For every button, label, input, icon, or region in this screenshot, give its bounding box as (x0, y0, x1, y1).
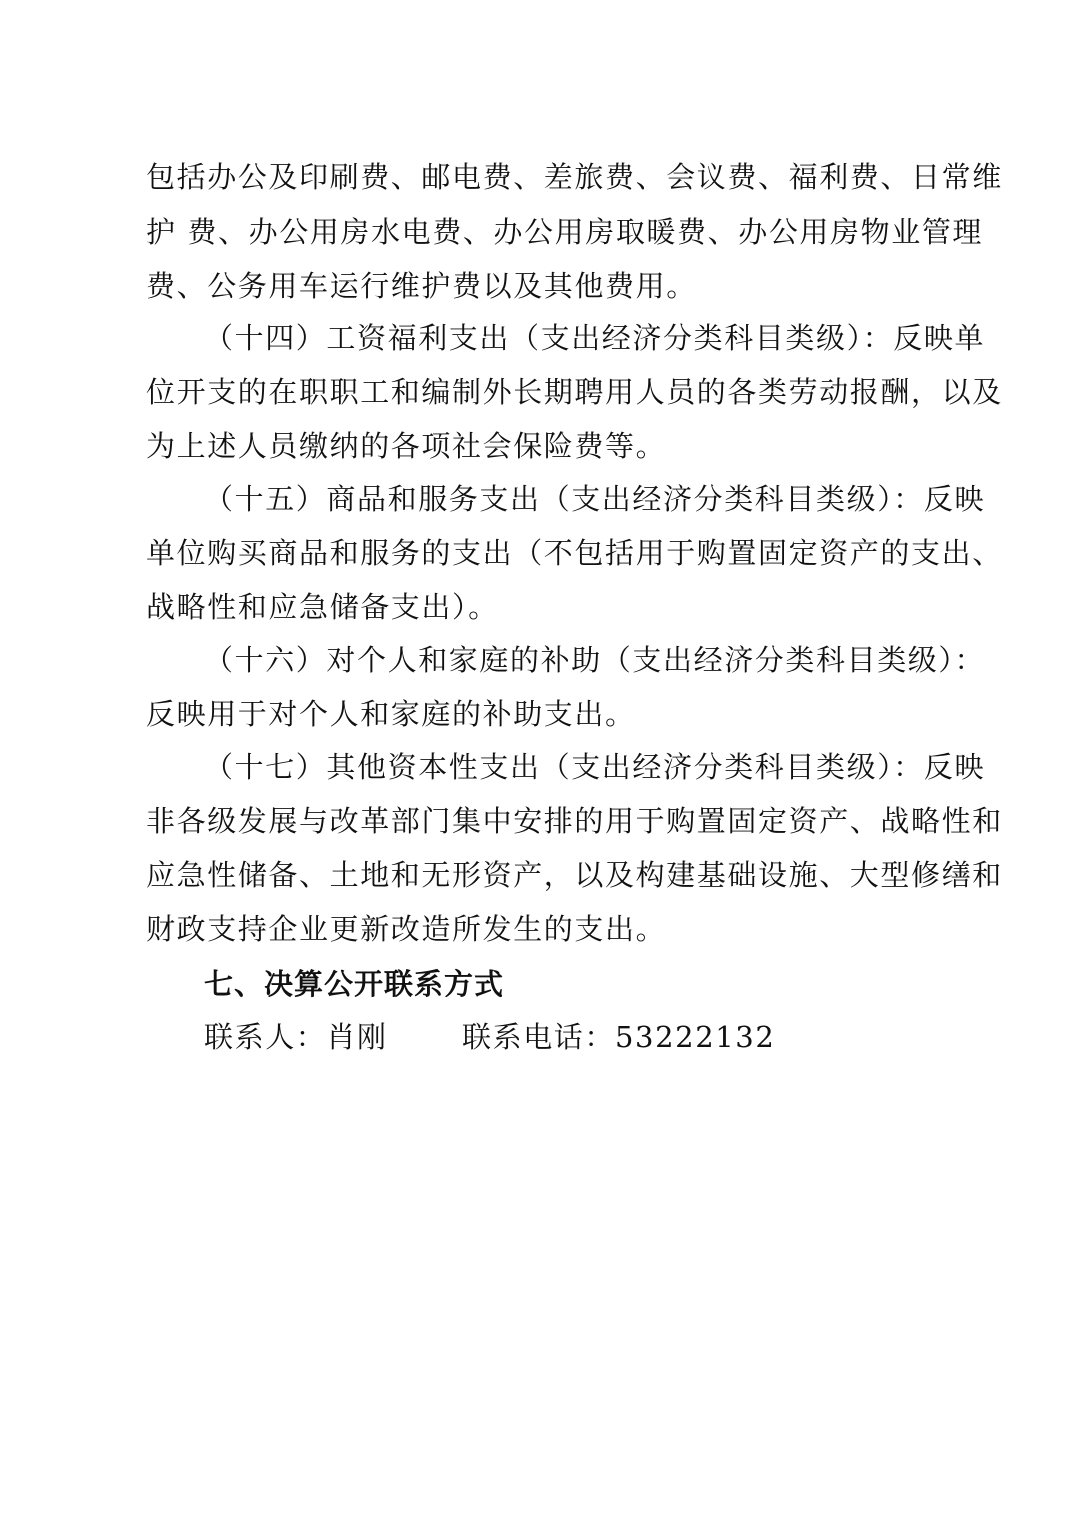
section-14-line: （十四）工资福利支出（支出经济分类科目类级）：反映单 (204, 321, 986, 355)
section-15-line: 单位购买商品和服务的支出（不包括用于购置固定资产的支出、 (146, 536, 1003, 570)
section-17-line: （十七）其他资本性支出（支出经济分类科目类级）：反映 (204, 750, 986, 784)
section-14-line: 为上述人员缴纳的各项社会保险费等。 (146, 429, 667, 463)
section-15-line: 战略性和应急储备支出）。 (146, 590, 499, 624)
section-17-line: 非各级发展与改革部门集中安排的用于购置固定资产、战略性和 (146, 804, 1003, 838)
contact-person: 联系人：肖刚 (204, 1020, 388, 1054)
section-14-line: 位开支的在职职工和编制外长期聘用人员的各类劳动报酬，以及 (146, 375, 1003, 409)
contact-phone: 联系电话：53222132 (462, 1020, 776, 1054)
section-heading: 七、决算公开联系方式 (204, 967, 505, 1001)
paragraph-line: 费、公务用车运行维护费以及其他费用。 (146, 269, 697, 303)
paragraph-line: 包括办公及印刷费、邮电费、差旅费、会议费、福利费、日常维 (146, 160, 1003, 194)
section-17-line: 财政支持企业更新改造所发生的支出。 (146, 912, 667, 946)
paragraph-line: 护 费、办公用房水电费、办公用房取暖费、办公用房物业管理 (146, 215, 984, 249)
section-16-line: 反映用于对个人和家庭的补助支出。 (146, 697, 636, 731)
section-16-line: （十六）对个人和家庭的补助（支出经济分类科目类级）： (204, 643, 986, 677)
section-15-line: （十五）商品和服务支出（支出经济分类科目类级）：反映 (204, 482, 986, 516)
contact-line (204, 1017, 904, 1057)
section-17-line: 应急性储备、土地和无形资产，以及构建基础设施、大型修缮和 (146, 858, 1003, 892)
